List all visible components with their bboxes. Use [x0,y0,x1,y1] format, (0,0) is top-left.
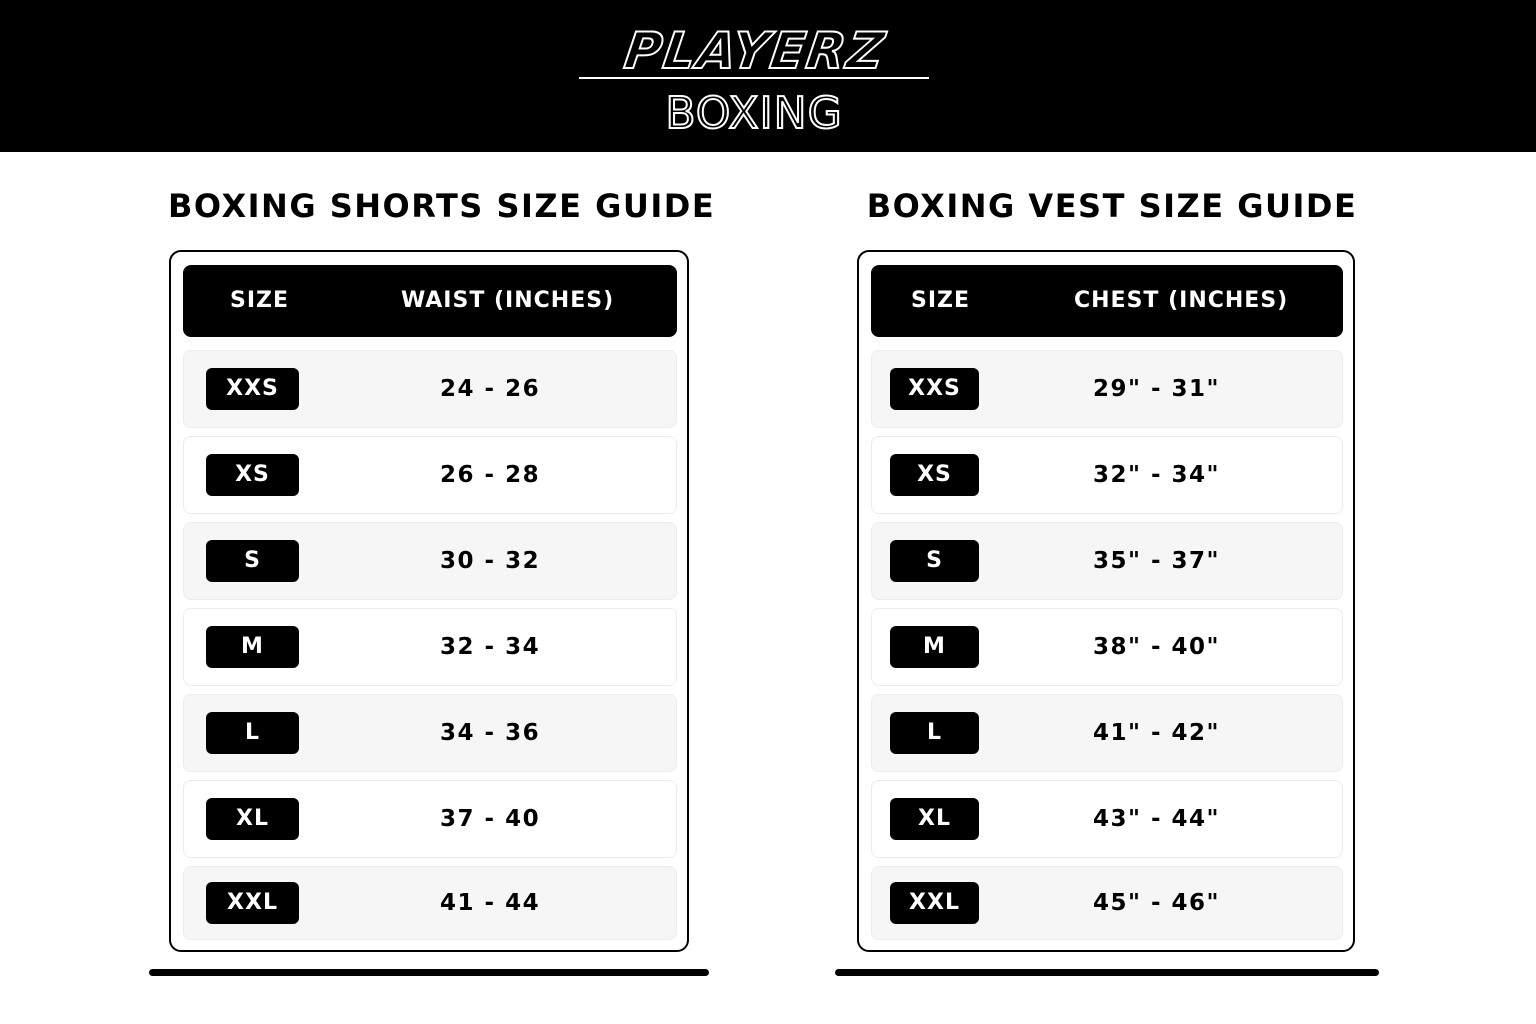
measurement-value: 32" - 34" [1093,462,1221,488]
size-badge: M [206,626,299,668]
measurement-value: 37 - 40 [440,806,541,832]
measurement-value: 24 - 26 [440,376,541,402]
size-badge: XXL [206,882,299,924]
table-row [871,522,1343,600]
measurement-value: 38" - 40" [1093,634,1221,660]
table-row [183,350,677,428]
table-row [871,866,1343,940]
table-row [183,866,677,940]
table-row [871,350,1343,428]
column-header-measure: WAIST (INCHES) [401,288,615,313]
measurement-value: 26 - 28 [440,462,541,488]
playerz-boxing-logo [573,18,935,140]
size-badge: XXS [890,368,979,410]
size-badge: XXS [206,368,299,410]
measurement-value: 43" - 44" [1093,806,1221,832]
size-badge: L [206,712,299,754]
logo-wordmark-bottom: BOXING [665,88,843,139]
size-badge: XS [206,454,299,496]
column-header-measure: CHEST (INCHES) [1074,288,1289,313]
size-badge: S [206,540,299,582]
table-row [871,694,1343,772]
table-header [183,265,677,337]
measurement-value: 30 - 32 [440,548,541,574]
table-row [183,608,677,686]
table-row [871,436,1343,514]
table-row [183,436,677,514]
column-header-size: SIZE [911,288,971,313]
table-row [183,694,677,772]
guide-title: BOXING SHORTS SIZE GUIDE [168,187,716,225]
measurement-value: 29" - 31" [1093,376,1221,402]
section-underline [149,969,709,976]
measurement-value: 32 - 34 [440,634,541,660]
measurement-value: 41 - 44 [440,890,541,916]
table-header [871,265,1343,337]
measurement-value: 41" - 42" [1093,720,1221,746]
table-row [183,780,677,858]
logo-wordmark-top: PLAYERZ [621,21,890,80]
size-badge: S [890,540,979,582]
size-badge: XXL [890,882,979,924]
size-table-card [857,250,1355,952]
section-underline [835,969,1379,976]
size-badge: XL [890,798,979,840]
size-badge: XL [206,798,299,840]
size-badge: L [890,712,979,754]
size-badge: XS [890,454,979,496]
guide-title: BOXING VEST SIZE GUIDE [866,187,1358,225]
measurement-value: 45" - 46" [1093,890,1221,916]
table-row [871,780,1343,858]
size-badge: M [890,626,979,668]
measurement-value: 34 - 36 [440,720,541,746]
brand-header [0,0,1536,152]
table-row [183,522,677,600]
column-header-size: SIZE [230,288,290,313]
table-row [871,608,1343,686]
size-table-card [169,250,689,952]
measurement-value: 35" - 37" [1093,548,1221,574]
